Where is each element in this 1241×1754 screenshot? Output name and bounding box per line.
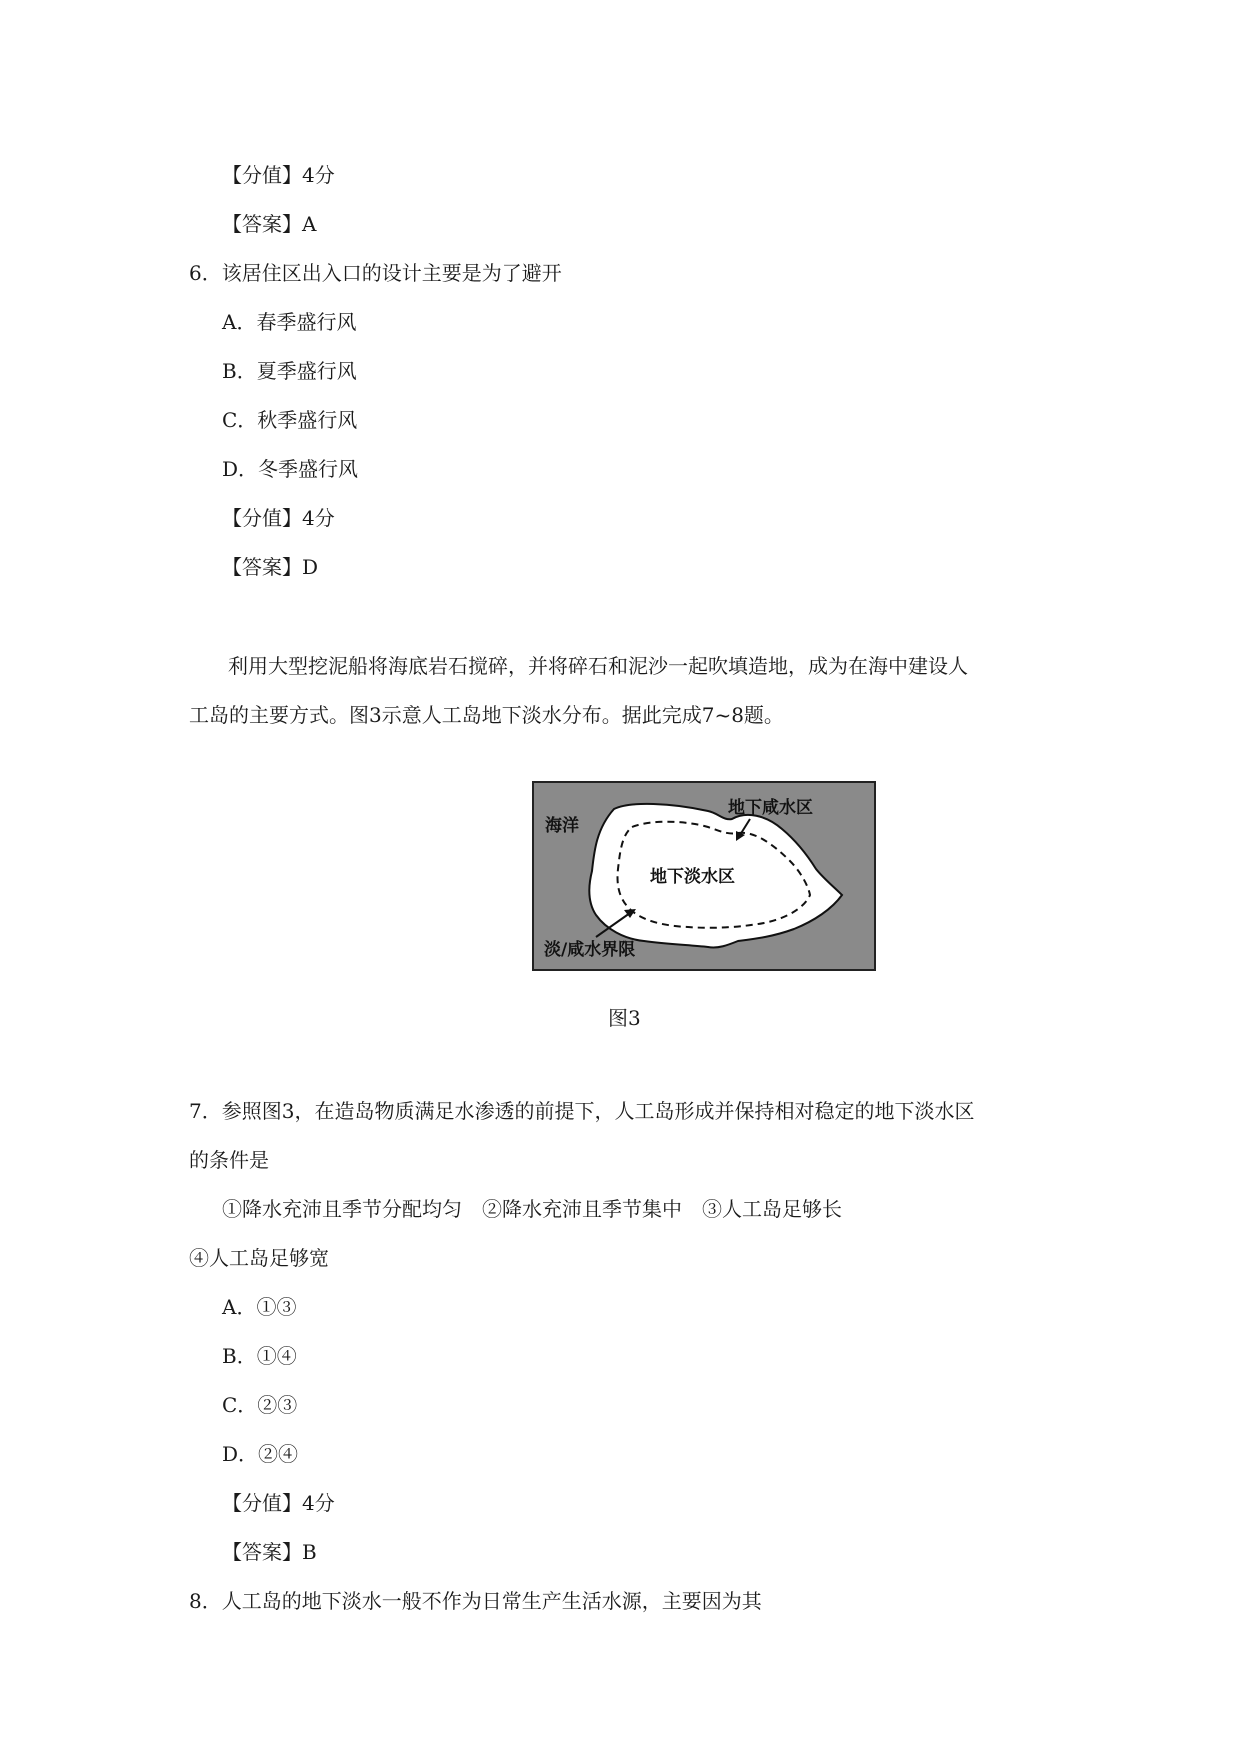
q6-option-c: C．秋季盛行风 xyxy=(222,408,358,432)
q7-score: 【分值】4分 xyxy=(222,1491,335,1515)
q7-option-b: B．①④ xyxy=(222,1344,297,1368)
figure-caption: 图3 xyxy=(608,1006,641,1030)
q6-option-b: B．夏季盛行风 xyxy=(222,359,357,383)
q7-conditions-line-2: ④人工岛足够宽 xyxy=(189,1246,329,1270)
q7-option-d: D．②④ xyxy=(222,1442,299,1466)
q6-score: 【分值】4分 xyxy=(222,506,335,530)
q6-option-d: D．冬季盛行风 xyxy=(222,457,359,481)
label-saltwater: 地下咸水区 xyxy=(728,798,813,818)
q7-stem-line-1: 7．参照图3，在造岛物质满足水渗透的前提下，人工岛形成并保持相对稳定的地下淡水区 xyxy=(189,1099,975,1123)
artificial-island-figure xyxy=(532,781,876,971)
passage-line-2: 工岛的主要方式。图3示意人工岛地下淡水分布。据此完成7~8题。 xyxy=(189,703,784,727)
q6-stem: 6．该居住区出入口的设计主要是为了避开 xyxy=(189,261,562,285)
q6-answer: 【答案】D xyxy=(222,555,319,579)
q6-option-a: A．春季盛行风 xyxy=(222,310,357,334)
q7-conditions-line-1: ①降水充沛且季节分配均匀 ②降水充沛且季节集中 ③人工岛足够长 xyxy=(222,1197,842,1221)
label-boundary: 淡/咸水界限 xyxy=(544,940,636,960)
island-diagram xyxy=(532,781,876,971)
label-ocean: 海洋 xyxy=(545,816,579,836)
q5-score: 【分值】4分 xyxy=(222,163,335,187)
q5-answer: 【答案】A xyxy=(222,212,317,236)
q7-stem-line-2: 的条件是 xyxy=(189,1148,269,1172)
passage-line-1: 利用大型挖泥船将海底岩石搅碎，并将碎石和泥沙一起吹填造地，成为在海中建设人 xyxy=(228,654,968,678)
label-freshwater: 地下淡水区 xyxy=(650,867,735,887)
q7-option-c: C．②③ xyxy=(222,1393,298,1417)
q7-answer: 【答案】B xyxy=(222,1540,317,1564)
q8-stem: 8．人工岛的地下淡水一般不作为日常生产生活水源，主要因为其 xyxy=(189,1589,762,1613)
q7-option-a: A．①③ xyxy=(222,1295,297,1319)
